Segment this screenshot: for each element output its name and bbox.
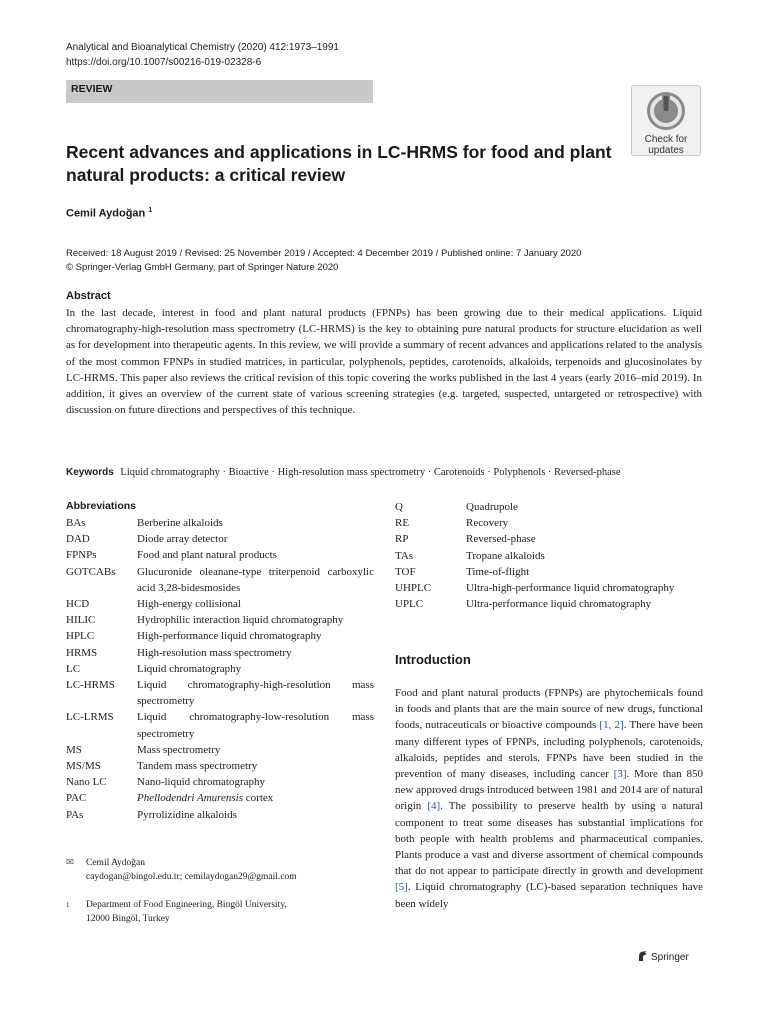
- abbreviation-row: [395, 531, 706, 547]
- abbreviation-term: LC-HRMS: [66, 679, 115, 692]
- abbreviation-definition: Reversed-phase: [466, 533, 536, 546]
- corresponding-author-footnote: [66, 856, 297, 884]
- abbreviation-term: RE: [395, 517, 410, 530]
- abbreviation-row: [395, 548, 706, 564]
- citation-link[interactable]: [4]: [427, 800, 441, 813]
- intro-text-1: Food and plant natural products (FPNPs) are phytochemicals found in foods and plants that are the main source of new drugs, functional foods, nutraceuticals or bioactive compounds: [395, 687, 703, 732]
- abbreviation-term: PAC: [66, 792, 87, 805]
- abbreviation-definition: Time-of-flight: [466, 565, 530, 578]
- contact-emails[interactable]: caydogan@bingol.edu.tr; cemilaydogan29@gmail.com: [86, 872, 297, 882]
- abbreviation-definition: Food and plant natural products: [137, 549, 277, 562]
- author-name[interactable]: Cemil Aydoğan: [66, 207, 146, 220]
- abbreviation-row: [66, 596, 374, 612]
- abbreviation-row: [66, 790, 374, 806]
- citation-link[interactable]: [5]: [395, 881, 408, 894]
- abbreviation-row: [66, 661, 374, 677]
- citation-link[interactable]: [1, 2]: [599, 719, 624, 732]
- publication-dates: [66, 247, 581, 275]
- affiliation-footnote: [66, 898, 287, 926]
- abstract-text: In the last decade, interest in food and plant natural products (FPNPs) has been growing due to their medical applications. Liquid chromatography-high-resolution mass spectrometry (LC-HRMS) is the key to obtaining pure natural products for structure elucidation as well as for development into therapeutic agents. In this review, we will provide a summary of recent advances and applications related to the analysis of the most common FPNPs in studied matrices, in particular, polyphenols, peptides, carotenoids, alkaloids, terpenoids and glucosinolates by LC-HRMS. This paper also reviews the critical revision of this topic covering the works published in the last 4 years (early 2016–mid 2019). In addition, it gives an overview of the current state of various screening strategies (e.g. targeted, suspected, untargeted or retrospective) with discussion on future directions and perspectives of this technique.: [66, 307, 702, 417]
- abbreviation-row: [66, 628, 374, 644]
- abbreviation-term: UPLC: [395, 598, 424, 611]
- abbreviation-term: FPNPs: [66, 549, 97, 562]
- badge-line-2: updates: [648, 145, 684, 156]
- abbreviation-definition: High-energy collisional: [137, 598, 241, 611]
- intro-text-5: . Liquid chromatography (LC)-based separation techniques have been widely: [395, 881, 703, 910]
- abbreviation-term: UHPLC: [395, 582, 432, 595]
- springer-horse-icon: [637, 950, 648, 962]
- article-title: Recent advances and applications in LC-HRMS for food and plant natural products: a critical review: [66, 142, 612, 185]
- abbreviation-definition: Pyrrolizidine alkaloids: [137, 808, 237, 821]
- abbreviation-definition: High-resolution mass spectrometry: [137, 646, 292, 659]
- abbreviation-definition: Hydrophilic interaction liquid chromatography: [137, 614, 344, 627]
- journal-citation: Analytical and Bioanalytical Chemistry (2020) 412:1973–1991: [66, 42, 339, 53]
- check-for-updates-badge[interactable]: [631, 85, 701, 156]
- abbreviation-definition: High-performance liquid chromatography: [137, 630, 322, 643]
- abbreviation-definition-italic: Phellodendri Amurensis: [137, 792, 244, 805]
- doi-link[interactable]: https://doi.org/10.1007/s00216-019-02328-6: [66, 57, 262, 68]
- abbreviation-definition: Phellodendri Amurensis cortex: [137, 792, 274, 805]
- abbreviation-term: LC: [66, 662, 81, 675]
- abbreviation-term: HILIC: [66, 614, 96, 627]
- abbreviation-term: HPLC: [66, 630, 95, 643]
- abbreviations-heading: Abbreviations: [66, 500, 137, 512]
- abbreviation-definition: Mass spectrometry: [137, 743, 221, 756]
- abbreviation-definition: Liquid chromatography: [137, 662, 242, 675]
- abbreviation-term: HCD: [66, 598, 90, 611]
- abbreviation-row: [66, 547, 374, 563]
- publisher-logo: [637, 950, 689, 963]
- abbreviation-row: [66, 709, 374, 741]
- abbreviation-definition: Liquid chromatography-low-resolution mass spectrometry: [137, 711, 374, 740]
- abbreviation-term: MS: [66, 743, 82, 756]
- abbreviation-definition: Ultra-high-performance liquid chromatography: [466, 582, 675, 595]
- abbreviation-definition: Liquid chromatography-high-resolution mass spectrometry: [137, 679, 374, 708]
- introduction-paragraph: [395, 685, 703, 912]
- affiliation-line-1: Department of Food Engineering, Bingöl University,: [86, 900, 287, 910]
- abbreviation-row: [66, 677, 374, 709]
- introduction-heading: Introduction: [395, 652, 471, 667]
- dates-line: Received: 18 August 2019 / Revised: 25 November 2019 / Accepted: 4 December 2019 / Published online: 7 January 2020: [66, 248, 582, 259]
- author-line: [66, 207, 152, 220]
- abbreviation-definition: Nano-liquid chromatography: [137, 776, 265, 789]
- abbreviation-term: Q: [395, 501, 403, 513]
- keywords-line: [66, 467, 706, 478]
- journal-header: [66, 40, 339, 70]
- abbreviation-row: [66, 758, 374, 774]
- abbreviation-row: [66, 564, 374, 596]
- abbreviation-row: [395, 596, 706, 612]
- keywords-label: Keywords: [66, 467, 114, 478]
- abbreviation-term: MS/MS: [66, 760, 101, 773]
- abbreviation-term: BAs: [66, 517, 86, 529]
- abbreviation-row: [395, 499, 706, 515]
- citation-link[interactable]: [3]: [613, 768, 627, 781]
- abbreviation-row: [66, 807, 374, 823]
- abstract-heading: Abstract: [66, 290, 111, 302]
- affiliation-mark: 1: [66, 901, 70, 909]
- affiliation-line-2: 12000 Bingöl, Turkey: [86, 914, 170, 924]
- article-type-label: REVIEW: [71, 83, 113, 95]
- abbreviation-term: TOF: [395, 565, 416, 578]
- abbreviation-term: LC-LRMS: [66, 711, 114, 724]
- keywords-list: Liquid chromatography · Bioactive · High-resolution mass spectrometry · Carotenoids · Polyphenols · Reversed-phase: [120, 467, 621, 478]
- check-for-updates-icon: [645, 90, 687, 132]
- badge-line-1: Check for: [644, 134, 688, 145]
- publisher-name: Springer: [651, 952, 689, 963]
- intro-text-3: . More than 850 new approved drugs introduced between 1981 and 2014 are of natural origin: [395, 768, 704, 813]
- abbreviation-definition: Tandem mass spectrometry: [137, 760, 258, 773]
- abbreviation-definition: Tropane alkaloids: [466, 549, 545, 562]
- abbreviation-row: [66, 742, 374, 758]
- abbreviation-row: [66, 531, 374, 547]
- abbreviations-table-right: [395, 499, 706, 612]
- article-type-band: [66, 80, 373, 103]
- abbreviation-term: TAs: [395, 549, 414, 562]
- abbreviation-definition: Diode array detector: [137, 533, 228, 546]
- abbreviation-row: [66, 515, 374, 531]
- abbreviation-definition: Recovery: [466, 517, 509, 530]
- contact-name: Cemil Aydoğan: [86, 858, 146, 868]
- intro-text-2: . There have been many different types of FPNPs, including polyphenols, carotenoids, alkaloids, peptides and sterols. FPNPs have been studied in the prevention of many diseases, including cancer: [395, 719, 703, 781]
- abbreviation-row: [66, 774, 374, 790]
- abbreviation-definition: Quadrupole: [466, 501, 518, 513]
- intro-text-4: . The possibility to preserve health by using a natural component to treat some diseases has substantial implications for both people with health problems and pharmaceutical companies. Plants produce a vast and diverse assortment of chemical compounds that do not appear to participate directly in growth and development: [395, 800, 703, 878]
- abbreviation-term: DAD: [66, 533, 90, 546]
- abbreviation-definition: Berberine alkaloids: [137, 517, 223, 529]
- abbreviation-term: Nano LC: [66, 776, 107, 789]
- abbreviation-row: [395, 515, 706, 531]
- abbreviation-term: GOTCABs: [66, 565, 116, 578]
- abbreviation-term: PAs: [66, 808, 84, 821]
- abbreviation-definition: Ultra-performance liquid chromatography: [466, 598, 652, 611]
- abbreviation-row: [66, 612, 374, 628]
- abbreviation-definition: Glucuronide oleanane-type triterpenoid carboxylic acid 3,28-bidesmosides: [137, 565, 374, 594]
- author-affiliation-mark: 1: [148, 207, 153, 214]
- envelope-icon: ✉: [66, 858, 74, 868]
- abbreviation-term: RP: [395, 533, 409, 546]
- abbreviations-table-left: [66, 515, 374, 823]
- abbreviation-row: [66, 645, 374, 661]
- abbreviation-row: [395, 564, 706, 580]
- copyright-line: © Springer-Verlag GmbH Germany, part of Springer Nature 2020: [66, 262, 339, 273]
- abbreviation-term: HRMS: [66, 646, 98, 659]
- abbreviation-row: [395, 580, 706, 596]
